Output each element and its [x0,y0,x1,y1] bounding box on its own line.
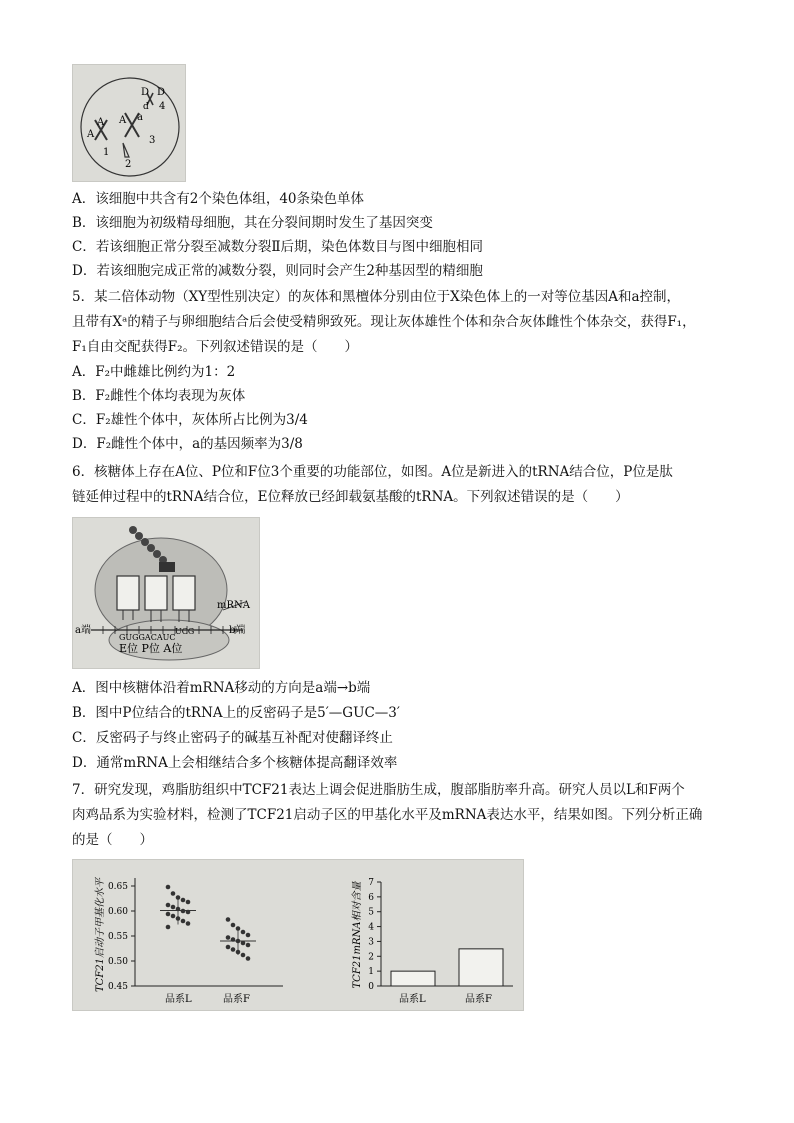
scatter-point [246,956,251,961]
bar-L [391,971,435,986]
q6-option-b: B．图中P位结合的tRNA上的反密码子是5′—GUC—3′ [72,705,400,721]
scatter-point [231,947,236,952]
label-A1: A [87,129,95,140]
ribosome-figure [72,517,260,669]
scatter-x-label-F: 品系F [223,994,250,1005]
cell-figure [72,64,186,182]
q5-option-b: B．F₂雌性个体均表现为灰体 [72,388,246,404]
scatter-point [226,945,231,950]
scatter-point [246,933,251,938]
label-D2: D [157,87,166,98]
q6-stem-line2: 链延伸过程中的tRNA结合位，E位释放已经卸载氨基酸的tRNA。下列叙述错误的是（ ） [72,489,629,505]
label-D1: D [141,87,150,98]
q5-option-d: D．F₂雌性个体中，a的基因频率为3/8 [72,436,303,452]
q4-option-d: D．若该细胞完成正常的减数分裂，则同时会产生2种基因型的精细胞 [72,263,483,279]
bar-y-tick-label: 1 [368,967,374,978]
scatter-point [171,891,176,896]
scatter-y-axis-label: TCF21启动子甲基化水平 [95,878,106,992]
anticodon-label: UCG [175,627,195,636]
charts-svg [73,860,523,1010]
bar-F [459,949,503,986]
scatter-y-tick-label: 0.65 [107,882,128,892]
label-4: 4 [159,101,166,112]
q4-option-b: B．该细胞为初级精母细胞，其在分裂间期时发生了基因突变 [72,215,433,231]
scatter-y-tick-label: 0.55 [107,932,128,942]
scatter-point [166,903,171,908]
bar-y-tick-label: 2 [368,952,374,963]
scatter-point [241,930,246,935]
scatter-point [226,935,231,940]
scatter-point [241,953,246,958]
q6-option-c: C．反密码子与终止密码子的碱基互补配对使翻译终止 [72,730,393,746]
mrna-label: mRNA [217,600,250,611]
label-A2: A [97,117,105,128]
scatter-point [181,898,186,903]
q5-stem-line1: 5．某二倍体动物（XY型性别决定）的灰体和黑檀体分别由位于X染色体上的一对等位基因A和a控制， [72,289,681,305]
scatter-point [171,914,176,919]
bar-x-label-L: 品系L [399,994,426,1005]
cell-diagram [73,65,185,181]
q5-option-a: A．F₂中雌雄比例约为1：2 [72,364,236,380]
q6-stem-line1: 6．核糖体上存在A位、P位和F位3个重要的功能部位，如图。A位是新进入的tRNA结合位，P位是肽 [72,464,673,480]
scatter-point [186,900,191,905]
bar-y-tick-label: 5 [368,907,374,918]
q5-stem-line3: F₁自由交配获得F₂。下列叙述错误的是（ ） [72,339,359,355]
q7-stem-line2: 肉鸡品系为实验材料，检测了TCF21启动子区的甲基化水平及mRNA表达水平，结果如图。下列分析正确 [72,807,703,823]
q5-option-c: C．F₂雄性个体中，灰体所占比例为3/4 [72,412,308,428]
q4-option-a: A．该细胞中共含有2个染色体组，40条染色单体 [72,191,365,207]
charts-figure [72,859,524,1011]
q6-option-a: A．图中核糖体沿着mRNA移动的方向是a端→b端 [72,680,371,696]
site-labels: E位 P位 A位 [119,642,183,655]
label-d: d [143,102,149,112]
bar-y-tick-label: 0 [368,982,374,992]
q7-stem-line1: 7．研究发现，鸡脂肪组织中TCF21表达上调会促进脂肪生成，腹部脂肪率升高。研究人员以L和F两个 [72,782,685,798]
q5-stem-line2: 且带有Xᵃ的精子与卵细胞结合后会使受精卵致死。现让灰体雄性个体和杂合灰体雌性个体杂交，获得F₁， [72,314,696,330]
scatter-x-label-L: 品系L [165,994,192,1005]
ribosome-diagram [73,518,259,668]
scatter-point [171,905,176,910]
bar-y-tick-label: 7 [368,878,374,888]
methylation-chart [94,876,283,1005]
q7-stem-line3: 的是（ ） [72,832,153,848]
label-3: 3 [149,135,156,146]
bar-y-tick-label: 4 [368,922,374,933]
label-2: 2 [125,159,132,170]
scatter-y-tick-label: 0.45 [107,982,128,992]
label-a: a [137,112,143,123]
b-end-label: b端 [229,625,246,636]
scatter-point [166,925,171,930]
bar-y-tick-label: 3 [368,937,374,948]
q6-option-d: D．通常mRNA上会相继结合多个核糖体提高翻译效率 [72,755,398,771]
scatter-point [231,923,236,928]
a-end-label: a端 [75,625,91,636]
q4-option-c: C．若该细胞正常分裂至减数分裂Ⅱ后期，染色体数目与图中细胞相同 [72,239,484,255]
codon-sequence: GUGGACAUC [119,633,176,642]
scatter-point [186,921,191,926]
bar-x-label-F: 品系F [465,994,492,1005]
scatter-y-tick-label: 0.60 [107,907,128,917]
scatter-point [166,912,171,917]
mrna-chart [351,878,513,1005]
bar-y-tick-label: 6 [368,892,374,903]
scatter-point [166,885,171,890]
bar-y-axis-label: TCF21mRNA相对含量 [352,881,363,989]
label-1: 1 [103,147,110,158]
scatter-point [246,943,251,948]
scatter-point [226,917,231,922]
scatter-y-tick-label: 0.50 [107,957,128,967]
scatter-point [181,919,186,924]
label-A3: A [119,115,127,126]
